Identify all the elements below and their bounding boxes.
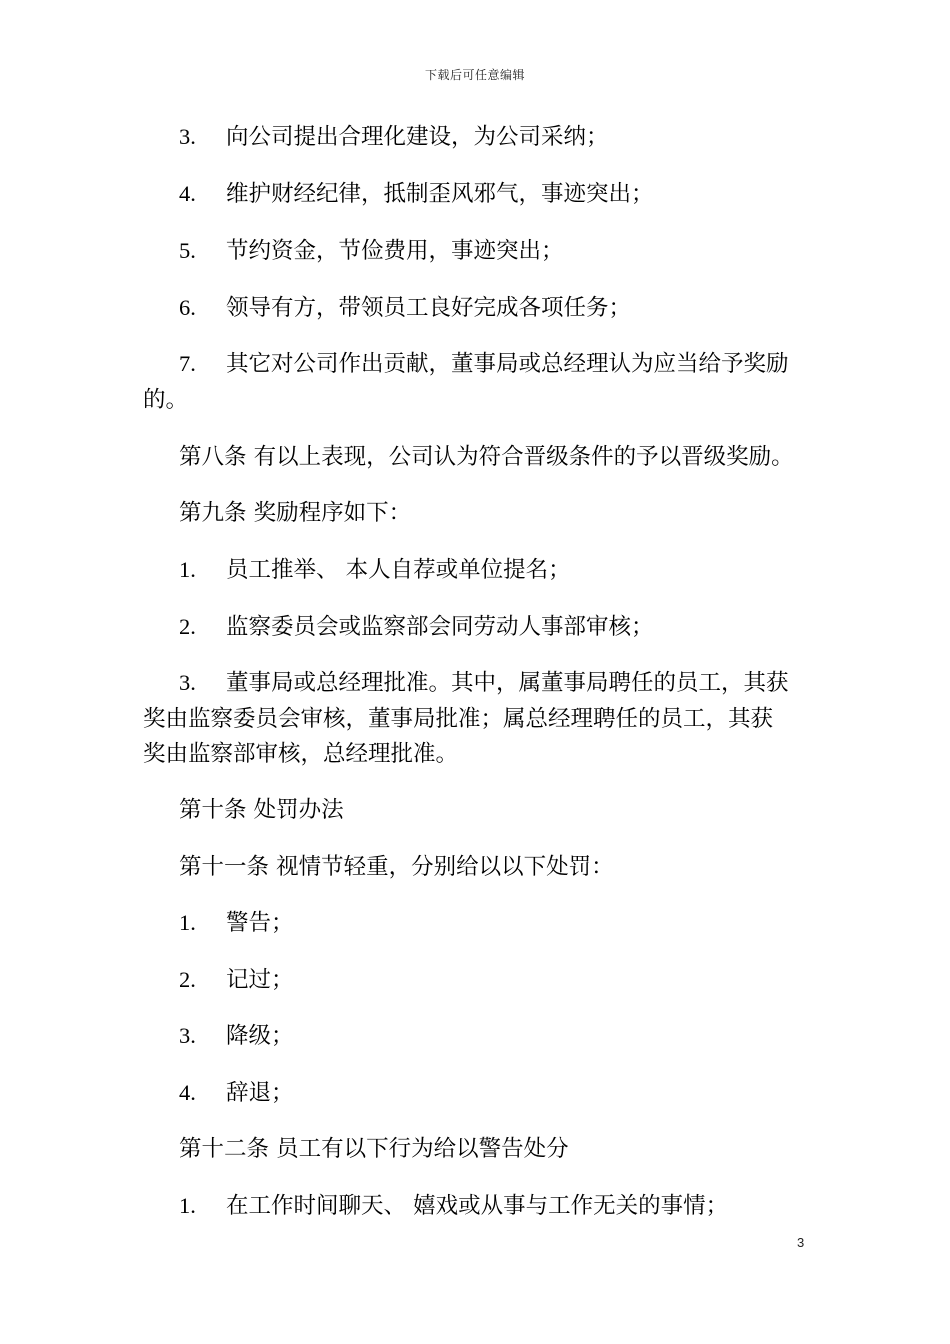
article-11: 第十一条 视情节轻重，分别给以以下处罚： xyxy=(179,854,614,880)
article-9: 第九条 奖励程序如下： xyxy=(179,500,412,526)
item-text: 记过； xyxy=(226,967,294,993)
item-number: 4. xyxy=(179,1080,196,1105)
item-text: 监察委员会或监察部会同劳动人事部审核； xyxy=(226,614,654,640)
item-text: 董事局或总经理批准。其中，属董事局聘任的员工，其获 xyxy=(226,670,789,696)
item-text: 向公司提出合理化建设，为公司采纳； xyxy=(226,124,609,150)
list-item xyxy=(179,555,571,585)
item-number: 3. xyxy=(179,1023,196,1048)
item-text: 警告； xyxy=(226,910,294,936)
continuation-line: 的。 xyxy=(143,387,189,413)
item-text: 其它对公司作出贡献，董事局或总经理认为应当给予奖励 xyxy=(226,351,789,377)
item-number: 3. xyxy=(179,124,196,149)
list-item xyxy=(179,293,631,323)
item-number: 4. xyxy=(179,181,196,206)
list-item xyxy=(179,1078,294,1108)
item-text: 在工作时间聊天、 嬉戏或从事与工作无关的事情； xyxy=(226,1193,729,1219)
item-number: 2. xyxy=(179,614,196,639)
list-item xyxy=(179,236,564,266)
list-item xyxy=(179,349,789,379)
list-item xyxy=(179,612,654,642)
item-number: 5. xyxy=(179,238,196,263)
item-number: 3. xyxy=(179,670,196,695)
list-item xyxy=(179,965,294,995)
item-number: 2. xyxy=(179,967,196,992)
item-text: 辞退； xyxy=(226,1080,294,1106)
page-header: 下载后可任意编辑 xyxy=(424,68,525,82)
page-number: 3 xyxy=(797,1235,805,1250)
list-item xyxy=(179,1021,294,1051)
article-8: 第八条 有以上表现，公司认为符合晋级条件的予以晋级奖励。 xyxy=(179,444,794,470)
item-number: 1. xyxy=(179,557,196,582)
article-10: 第十条 处罚办法 xyxy=(179,797,344,823)
item-text: 员工推举、 本人自荐或单位提名； xyxy=(226,557,571,583)
list-item xyxy=(179,908,294,938)
item-text: 降级； xyxy=(226,1023,294,1049)
article-12: 第十二条 员工有以下行为给以警告处分 xyxy=(179,1136,569,1162)
list-item xyxy=(179,122,609,152)
item-number: 6. xyxy=(179,295,196,320)
list-item xyxy=(179,1191,728,1221)
item-number: 1. xyxy=(179,910,196,935)
continuation-line: 奖由监察部审核，总经理批准。 xyxy=(143,741,459,767)
item-number: 1. xyxy=(179,1193,196,1218)
list-item xyxy=(179,668,789,698)
list-item xyxy=(179,179,654,209)
item-text: 维护财经纪律，抵制歪风邪气，事迹突出； xyxy=(226,181,654,207)
continuation-line: 奖由监察委员会审核，董事局批准；属总经理聘任的员工，其获 xyxy=(143,706,774,732)
item-text: 领导有方，带领员工良好完成各项任务； xyxy=(226,295,632,321)
item-text: 节约资金，节俭费用，事迹突出； xyxy=(226,238,564,264)
item-number: 7. xyxy=(179,351,196,376)
